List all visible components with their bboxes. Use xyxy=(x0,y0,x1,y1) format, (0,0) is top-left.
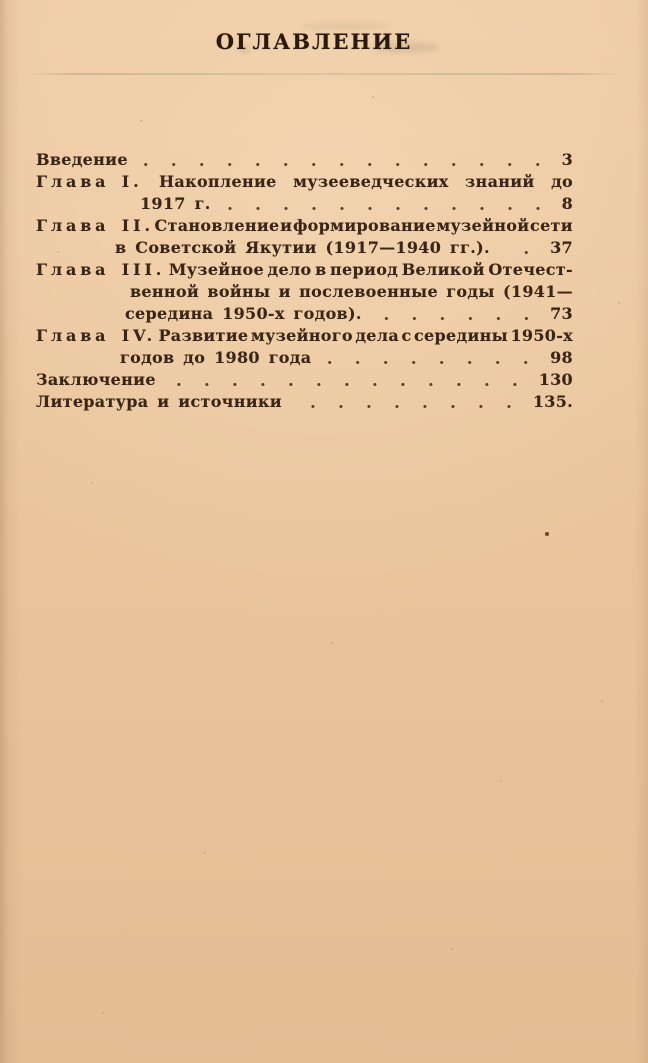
dot-leader xyxy=(225,205,552,212)
dot-leader xyxy=(170,381,529,388)
toc-entry-word: Накопление xyxy=(159,172,277,191)
dot-leader xyxy=(142,161,552,168)
toc-line xyxy=(36,303,573,325)
toc-entry-word: войны xyxy=(207,282,271,301)
toc-entry-word: середины xyxy=(414,326,508,345)
toc-entry-word: и xyxy=(278,282,291,301)
page-number: 73 xyxy=(550,304,573,323)
toc-entry-text: 1917 г. xyxy=(140,194,211,213)
toc-list xyxy=(36,149,573,413)
toc-line xyxy=(36,237,573,259)
toc-entry-word: дело xyxy=(267,260,312,279)
toc-entry-word: до xyxy=(551,172,573,191)
chapter-label: Глава I. xyxy=(36,172,143,191)
page-title: ОГЛАВЛЕНИЕ xyxy=(215,29,413,54)
dot-leader xyxy=(296,403,523,410)
toc-entry-word: в xyxy=(315,260,327,279)
toc-line xyxy=(36,171,573,193)
toc-entry-word: Развитие xyxy=(158,326,249,345)
toc-entry-word: годы xyxy=(446,282,495,301)
toc-entry-text: Заключение xyxy=(36,370,156,389)
toc-entry-word: формирование xyxy=(292,216,436,235)
toc-entry-text: Литература и источники xyxy=(36,392,282,411)
toc-entry-text: середина 1950-х годов). xyxy=(125,304,362,323)
toc-entry-word: Отечест- xyxy=(488,260,573,279)
toc-entry-word: знаний xyxy=(465,172,535,191)
toc-entry-text: годов до 1980 года xyxy=(120,348,312,367)
chapter-label: Глава IV. xyxy=(36,326,156,345)
toc-entry-word: Становление xyxy=(154,216,280,235)
toc-entry-word: и xyxy=(280,216,293,235)
toc-entry-word: венной xyxy=(130,282,200,301)
toc-entry-text: Введение xyxy=(36,150,128,169)
toc-line xyxy=(36,149,573,171)
toc-line xyxy=(36,369,573,391)
page-number: 3 xyxy=(561,150,573,169)
toc-line xyxy=(36,259,573,281)
horizontal-rule xyxy=(24,73,622,75)
toc-entry-word: 1950-х xyxy=(510,326,573,345)
toc-line xyxy=(36,215,573,237)
chapter-label: Глава II. xyxy=(36,216,154,235)
toc-entry-word: сети xyxy=(530,216,573,235)
toc-line xyxy=(36,193,573,215)
toc-entry-text: в Советской Якутии (1917—1940 гг.). xyxy=(115,238,490,257)
toc-entry-word: музейного xyxy=(250,326,353,345)
toc-entry-word: музейной xyxy=(436,216,530,235)
toc-entry-word: послевоенные xyxy=(299,282,438,301)
page-number: 37 xyxy=(550,238,573,257)
toc-entry-word: Музейное xyxy=(168,260,264,279)
page-number: 8 xyxy=(561,194,573,213)
toc-entry-word: период xyxy=(330,260,399,279)
page-number: 98 xyxy=(550,348,573,367)
chapter-label: Глава III. xyxy=(36,260,166,279)
dot-leader xyxy=(504,249,540,256)
toc-line xyxy=(36,281,573,303)
toc-entry-word: с xyxy=(401,326,412,345)
toc-entry-word: дела xyxy=(355,326,400,345)
toc-entry-word: Великой xyxy=(401,260,485,279)
toc-line xyxy=(36,391,573,413)
dot-leader xyxy=(325,359,540,366)
page-number: 135. xyxy=(532,392,573,411)
toc-entry-word: (1941— xyxy=(503,282,573,301)
page-number: 130 xyxy=(538,370,573,389)
toc-entry-word: музееведческих xyxy=(293,172,449,191)
toc-line xyxy=(36,325,573,347)
toc-line xyxy=(36,347,573,369)
dot-leader xyxy=(376,315,540,322)
paper-specks xyxy=(0,0,2,2)
